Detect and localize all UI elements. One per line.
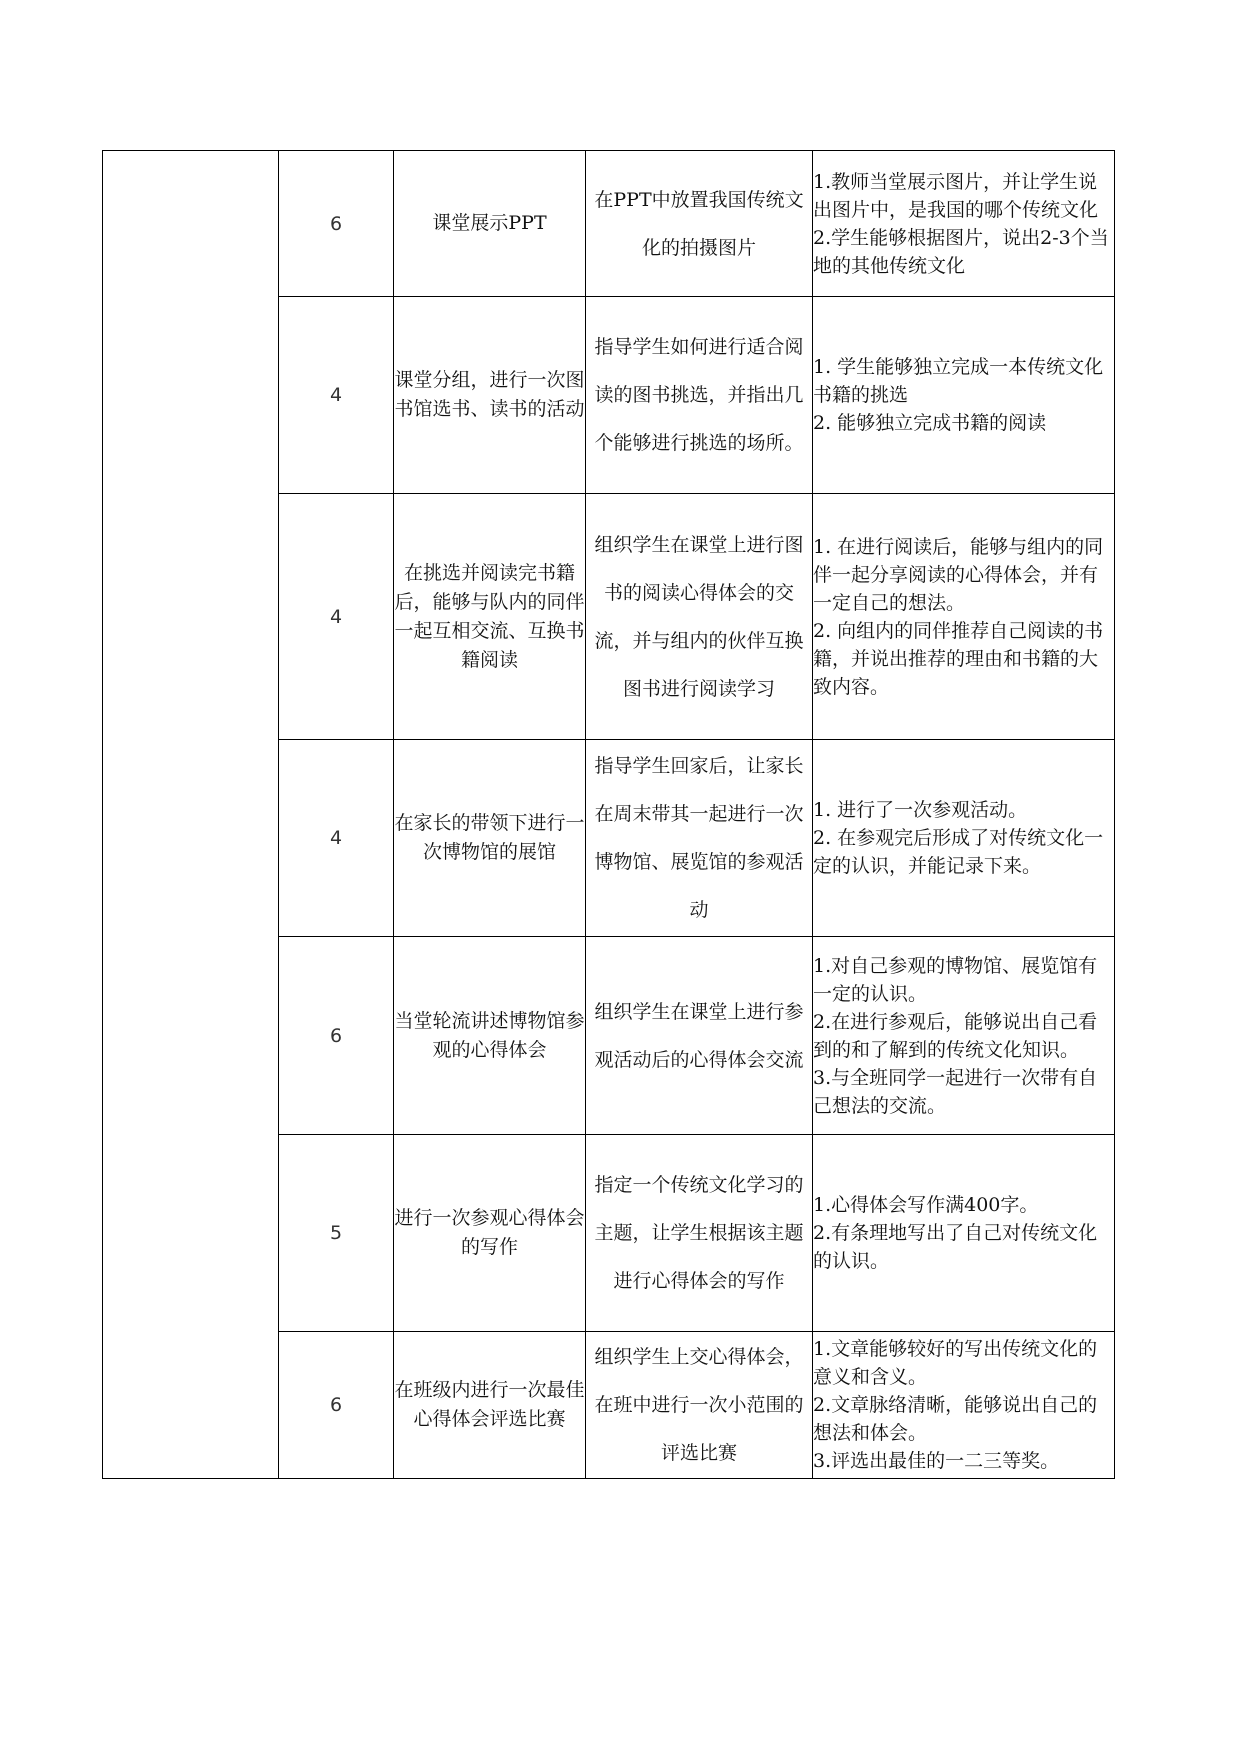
hours-cell: 6 [279,151,394,297]
goals-cell [813,740,1115,937]
goal-item: 1.文章能够较好的写出传统文化的意义和含义。 [813,1338,1098,1388]
goal-item: 1.对自己参观的博物馆、展览馆有一定的认识。 [813,954,1098,1005]
goals-cell [813,494,1115,740]
guidance-cell: 组织学生在课堂上进行参观活动后的心得体会交流 [586,937,813,1135]
activity-plan-table [102,150,1115,1479]
guidance-cell: 组织学生在课堂上进行图书的阅读心得体会的交流，并与组内的伙伴互换图书进行阅读学习 [586,494,813,740]
goal-item: 1. 进行了一次参观活动。 [813,799,1028,821]
hours-cell: 4 [279,494,394,740]
goal-item: 1. 在进行阅读后，能够与组内的同伴一起分享阅读的心得体会，并有一定自己的想法。 [813,535,1104,614]
activity-cell: 当堂轮流讲述博物馆参观的心得体会 [394,937,586,1135]
guidance-cell: 指导学生如何进行适合阅读的图书挑选，并指出几个能够进行挑选的场所。 [586,297,813,494]
guidance-cell: 组织学生上交心得体会，在班中进行一次小范围的评选比赛 [586,1332,813,1479]
goal-item: 2. 在参观完后形成了对传统文化一定的认识，并能记录下来。 [813,827,1104,877]
goal-item: 2.文章脉络清晰，能够说出自己的想法和体会。 [813,1394,1098,1444]
goals-cell [813,937,1115,1135]
goal-item: 2.学生能够根据图片，说出2-3个当地的其他传统文化 [813,226,1109,277]
hours-cell: 4 [279,740,394,937]
guidance-cell: 在PPT中放置我国传统文化的拍摄图片 [586,151,813,297]
hours-cell: 6 [279,937,394,1135]
goals-cell [813,297,1115,494]
hours-cell: 4 [279,297,394,494]
goal-item: 1.心得体会写作满400字。 [813,1194,1039,1216]
merged-empty-cell [103,151,279,1479]
hours-cell: 5 [279,1135,394,1332]
guidance-cell: 指定一个传统文化学习的主题，让学生根据该主题进行心得体会的写作 [586,1135,813,1332]
activity-cell: 在挑选并阅读完书籍后，能够与队内的同伴一起互相交流、互换书籍阅读 [394,494,586,740]
goals-cell [813,151,1115,297]
goal-item: 1.教师当堂展示图片，并让学生说出图片中，是我国的哪个传统文化 [813,170,1099,221]
goal-item: 2. 向组内的同伴推荐自己阅读的书籍，并说出推荐的理由和书籍的大致内容。 [813,619,1104,698]
activity-cell: 在家长的带领下进行一次博物馆的展馆 [394,740,586,937]
table-row [103,151,1115,297]
activity-cell: 课堂展示PPT [394,151,586,297]
goal-item: 2.有条理地写出了自己对传统文化的认识。 [813,1222,1098,1272]
activity-cell: 进行一次参观心得体会的写作 [394,1135,586,1332]
goal-item: 3.评选出最佳的一二三等奖。 [813,1450,1060,1472]
hours-cell: 6 [279,1332,394,1479]
activity-cell: 在班级内进行一次最佳心得体会评选比赛 [394,1332,586,1479]
goals-cell [813,1332,1115,1479]
goal-item: 2.在进行参观后，能够说出自己看到的和了解到的传统文化知识。 [813,1010,1098,1061]
goals-cell [813,1135,1115,1332]
activity-cell: 课堂分组，进行一次图书馆选书、读书的活动 [394,297,586,494]
guidance-cell: 指导学生回家后，让家长在周末带其一起进行一次博物馆、展览馆的参观活动 [586,740,813,937]
goal-item: 3.与全班同学一起进行一次带有自己想法的交流。 [813,1066,1098,1117]
goal-item: 1. 学生能够独立完成一本传统文化书籍的挑选 [813,356,1104,406]
goal-item: 2. 能够独立完成书籍的阅读 [813,412,1047,434]
